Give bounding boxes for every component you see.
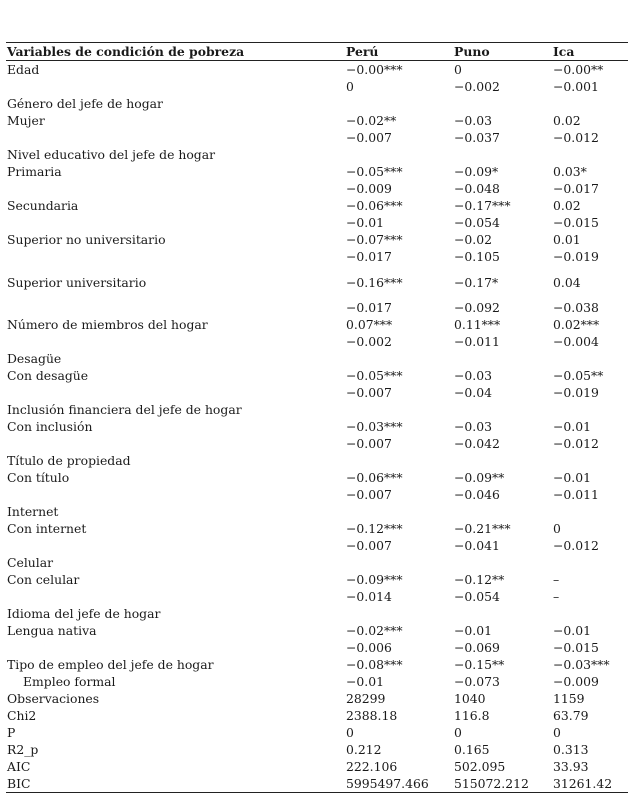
row-label — [6, 537, 345, 554]
cell-ica: −0.01 — [553, 470, 591, 485]
table-row — [6, 639, 628, 656]
cell-peru: −0.007 — [346, 385, 392, 400]
table-row — [6, 367, 628, 384]
cell-puno: −0.002 — [454, 79, 500, 94]
cell-puno — [453, 95, 552, 112]
row-label: Inclusión financiera del jefe de hogar — [7, 402, 242, 417]
row-label: Primaria — [7, 164, 62, 179]
cell-ica: – — [553, 589, 560, 604]
header-peru: Perú — [345, 43, 453, 61]
cell-ica — [552, 350, 628, 367]
cell-puno: −0.105 — [454, 249, 500, 264]
table-row — [6, 775, 628, 793]
row-label: Lengua nativa — [7, 623, 97, 638]
table-row — [6, 503, 628, 520]
cell-peru: −0.007 — [346, 487, 392, 502]
table-row — [6, 537, 628, 554]
row-label: Celular — [7, 555, 54, 570]
header-row — [6, 43, 628, 61]
cell-ica: −0.009 — [553, 674, 599, 689]
row-label: Superior no universitario — [7, 232, 166, 247]
cell-puno: 0.11*** — [454, 317, 501, 332]
table-row — [6, 452, 628, 469]
cell-peru — [345, 401, 453, 418]
table-row — [6, 350, 628, 367]
table-header — [6, 43, 628, 61]
cell-peru: −0.05*** — [346, 368, 403, 383]
cell-ica: 1159 — [553, 691, 585, 706]
row-label: P — [7, 725, 16, 740]
header-ica: Ica — [552, 43, 628, 61]
cell-peru: −0.05*** — [346, 164, 403, 179]
table-row — [6, 758, 628, 775]
cell-peru: −0.02** — [346, 113, 397, 128]
row-label: Con internet — [7, 521, 87, 536]
cell-peru: −0.017 — [346, 300, 392, 315]
cell-peru — [345, 452, 453, 469]
cell-puno: −0.15** — [454, 657, 505, 672]
cell-peru: −0.007 — [346, 436, 392, 451]
row-label: Edad — [7, 62, 40, 77]
cell-puno: −0.03 — [454, 368, 492, 383]
row-label: Número de miembros del hogar — [7, 317, 208, 332]
cell-puno — [453, 350, 552, 367]
row-label: R2_p — [7, 742, 39, 757]
table-row — [6, 61, 628, 79]
cell-ica: −0.05** — [553, 368, 604, 383]
cell-puno: −0.09** — [454, 470, 505, 485]
cell-ica: −0.001 — [553, 79, 599, 94]
cell-ica: −0.011 — [553, 487, 599, 502]
table-row — [6, 78, 628, 95]
row-label: AIC — [7, 759, 31, 774]
cell-puno — [453, 452, 552, 469]
cell-ica: 33.93 — [553, 759, 589, 774]
cell-peru: −0.08*** — [346, 657, 403, 672]
table-row — [6, 180, 628, 197]
cell-puno: −0.09* — [454, 164, 499, 179]
cell-ica: −0.012 — [553, 130, 599, 145]
table-row — [6, 741, 628, 758]
table-row — [6, 146, 628, 163]
table-row — [6, 486, 628, 503]
table-row — [6, 214, 628, 231]
cell-peru: −0.03*** — [346, 419, 403, 434]
cell-ica: 0.01 — [553, 232, 581, 247]
table-row — [6, 554, 628, 571]
cell-puno: −0.011 — [454, 334, 500, 349]
row-label — [6, 129, 345, 146]
table-row — [6, 520, 628, 537]
cell-ica: 0.02 — [553, 198, 581, 213]
cell-peru: −0.017 — [346, 249, 392, 264]
cell-ica: 31261.42 — [552, 775, 628, 793]
cell-puno: 0 — [454, 62, 462, 77]
row-label: Tipo de empleo del jefe de hogar — [7, 657, 214, 672]
cell-peru: −0.006 — [346, 640, 392, 655]
row-label: Nivel educativo del jefe de hogar — [7, 147, 216, 162]
cell-peru: −0.01 — [346, 674, 384, 689]
cell-peru: −0.002 — [346, 334, 392, 349]
table-row — [6, 724, 628, 741]
cell-peru: 0 — [346, 79, 354, 94]
row-label: Idioma del jefe de hogar — [7, 606, 161, 621]
cell-peru: −0.014 — [346, 589, 392, 604]
cell-puno: −0.042 — [454, 436, 500, 451]
cell-ica: −0.012 — [553, 436, 599, 451]
cell-puno: −0.069 — [454, 640, 500, 655]
cell-peru — [345, 554, 453, 571]
table-row — [6, 605, 628, 622]
cell-ica — [552, 503, 628, 520]
row-label: Con título — [7, 470, 70, 485]
cell-puno: −0.054 — [454, 589, 500, 604]
cell-ica: 0.02 — [553, 113, 581, 128]
cell-ica: 0.03* — [553, 164, 587, 179]
header-variables: Variables de condición de pobreza — [6, 43, 345, 61]
cell-puno: −0.17* — [454, 274, 499, 290]
table-row — [6, 197, 628, 214]
cell-ica: 63.79 — [553, 708, 589, 723]
table-row — [6, 265, 628, 299]
cell-puno — [453, 146, 552, 163]
cell-ica: 0.313 — [553, 742, 589, 757]
row-label — [6, 299, 345, 316]
table-row — [6, 384, 628, 401]
cell-peru — [345, 605, 453, 622]
cell-ica: −0.017 — [553, 181, 599, 196]
table-row — [6, 588, 628, 605]
cell-peru: 0 — [346, 725, 354, 740]
cell-puno: −0.01 — [454, 623, 492, 638]
cell-ica: −0.019 — [553, 385, 599, 400]
cell-peru: −0.007 — [346, 130, 392, 145]
cell-peru: 5995497.466 — [345, 775, 453, 793]
table-row — [6, 469, 628, 486]
table-row — [6, 95, 628, 112]
cell-ica: 0.02*** — [553, 317, 600, 332]
row-label: Internet — [7, 504, 59, 519]
cell-peru: −0.12*** — [346, 521, 403, 536]
cell-puno: −0.12** — [454, 572, 505, 587]
cell-puno: −0.04 — [454, 385, 492, 400]
cell-puno: 1040 — [454, 691, 486, 706]
table-body — [6, 61, 628, 793]
row-label: Chi2 — [7, 708, 37, 723]
table-row — [6, 401, 628, 418]
row-label — [6, 333, 345, 350]
cell-puno: 116.8 — [454, 708, 490, 723]
row-label: Desagüe — [7, 351, 62, 366]
cell-puno — [453, 554, 552, 571]
cell-puno: 0 — [454, 725, 462, 740]
cell-peru — [345, 95, 453, 112]
cell-ica: 0 — [553, 725, 561, 740]
header-puno: Puno — [453, 43, 552, 61]
table-row — [6, 707, 628, 724]
row-label — [6, 214, 345, 231]
cell-peru: −0.06*** — [346, 198, 403, 213]
cell-ica: −0.019 — [553, 249, 599, 264]
table-row — [6, 690, 628, 707]
cell-puno — [453, 401, 552, 418]
table-row — [6, 418, 628, 435]
row-label — [6, 180, 345, 197]
table-row — [6, 622, 628, 639]
cell-puno: 515072.212 — [453, 775, 552, 793]
row-label — [6, 248, 345, 265]
cell-ica — [552, 605, 628, 622]
cell-ica — [552, 95, 628, 112]
cell-ica: −0.00** — [553, 62, 604, 77]
cell-ica: −0.015 — [553, 215, 599, 230]
table-row — [6, 316, 628, 333]
cell-ica — [552, 452, 628, 469]
cell-peru — [345, 146, 453, 163]
row-label: Empleo formal — [23, 674, 116, 689]
cell-ica: −0.015 — [553, 640, 599, 655]
cell-puno: −0.03 — [454, 419, 492, 434]
cell-ica: – — [553, 572, 560, 587]
cell-peru: −0.02*** — [346, 623, 403, 638]
cell-ica — [552, 146, 628, 163]
cell-puno: −0.041 — [454, 538, 500, 553]
row-label: Con inclusión — [7, 419, 93, 434]
cell-puno: −0.17*** — [454, 198, 511, 213]
cell-ica: −0.03*** — [553, 657, 610, 672]
cell-ica: −0.012 — [553, 538, 599, 553]
table-row — [6, 656, 628, 673]
cell-peru: 222.106 — [346, 759, 398, 774]
row-label: Con desagüe — [7, 368, 89, 383]
cell-puno: −0.03 — [454, 113, 492, 128]
row-label: Observaciones — [7, 691, 100, 706]
table-row — [6, 435, 628, 452]
cell-puno: 0.165 — [454, 742, 490, 757]
table-row — [6, 673, 628, 690]
cell-puno: 502.095 — [454, 759, 506, 774]
cell-puno: −0.21*** — [454, 521, 511, 536]
table-row — [6, 129, 628, 146]
row-label: Género del jefe de hogar — [7, 96, 163, 111]
table-row — [6, 163, 628, 180]
cell-peru: −0.01 — [346, 215, 384, 230]
cell-ica: 0.04 — [553, 274, 581, 290]
cell-puno — [453, 503, 552, 520]
cell-puno: −0.073 — [454, 674, 500, 689]
row-label: Secundaria — [7, 198, 79, 213]
cell-peru: 0.212 — [346, 742, 382, 757]
table-row — [6, 112, 628, 129]
cell-peru: −0.16*** — [346, 274, 403, 290]
cell-puno: −0.02 — [454, 232, 492, 247]
cell-peru: −0.007 — [346, 538, 392, 553]
regression-table — [6, 42, 628, 793]
cell-puno: −0.054 — [454, 215, 500, 230]
table-row — [6, 571, 628, 588]
row-label — [6, 78, 345, 95]
row-label: Con celular — [7, 572, 80, 587]
cell-peru: 2388.18 — [346, 708, 398, 723]
cell-peru — [345, 350, 453, 367]
cell-peru: −0.07*** — [346, 232, 403, 247]
row-label — [6, 435, 345, 452]
cell-puno: −0.046 — [454, 487, 500, 502]
cell-peru: −0.009 — [346, 181, 392, 196]
cell-peru — [345, 503, 453, 520]
cell-ica: 0 — [553, 521, 561, 536]
row-label: BIC — [6, 775, 345, 793]
cell-peru: −0.00*** — [346, 62, 403, 77]
row-label — [6, 588, 345, 605]
row-label: Superior universitario — [7, 274, 147, 290]
row-label: Mujer — [7, 113, 45, 128]
cell-ica: −0.01 — [553, 623, 591, 638]
cell-peru: −0.09*** — [346, 572, 403, 587]
cell-ica — [552, 401, 628, 418]
table-row — [6, 231, 628, 248]
row-label: Título de propiedad — [7, 453, 131, 468]
cell-ica: −0.01 — [553, 419, 591, 434]
cell-peru: 0.07*** — [346, 317, 393, 332]
row-label — [6, 486, 345, 503]
cell-peru: 28299 — [346, 691, 386, 706]
cell-peru: −0.06*** — [346, 470, 403, 485]
row-label — [6, 639, 345, 656]
cell-ica: −0.004 — [553, 334, 599, 349]
table-row — [6, 299, 628, 316]
cell-puno: −0.048 — [454, 181, 500, 196]
cell-ica: −0.038 — [553, 300, 599, 315]
row-label — [6, 384, 345, 401]
cell-puno: −0.037 — [454, 130, 500, 145]
table-row — [6, 248, 628, 265]
cell-puno — [453, 605, 552, 622]
table-row — [6, 333, 628, 350]
cell-ica — [552, 554, 628, 571]
cell-puno: −0.092 — [454, 300, 500, 315]
